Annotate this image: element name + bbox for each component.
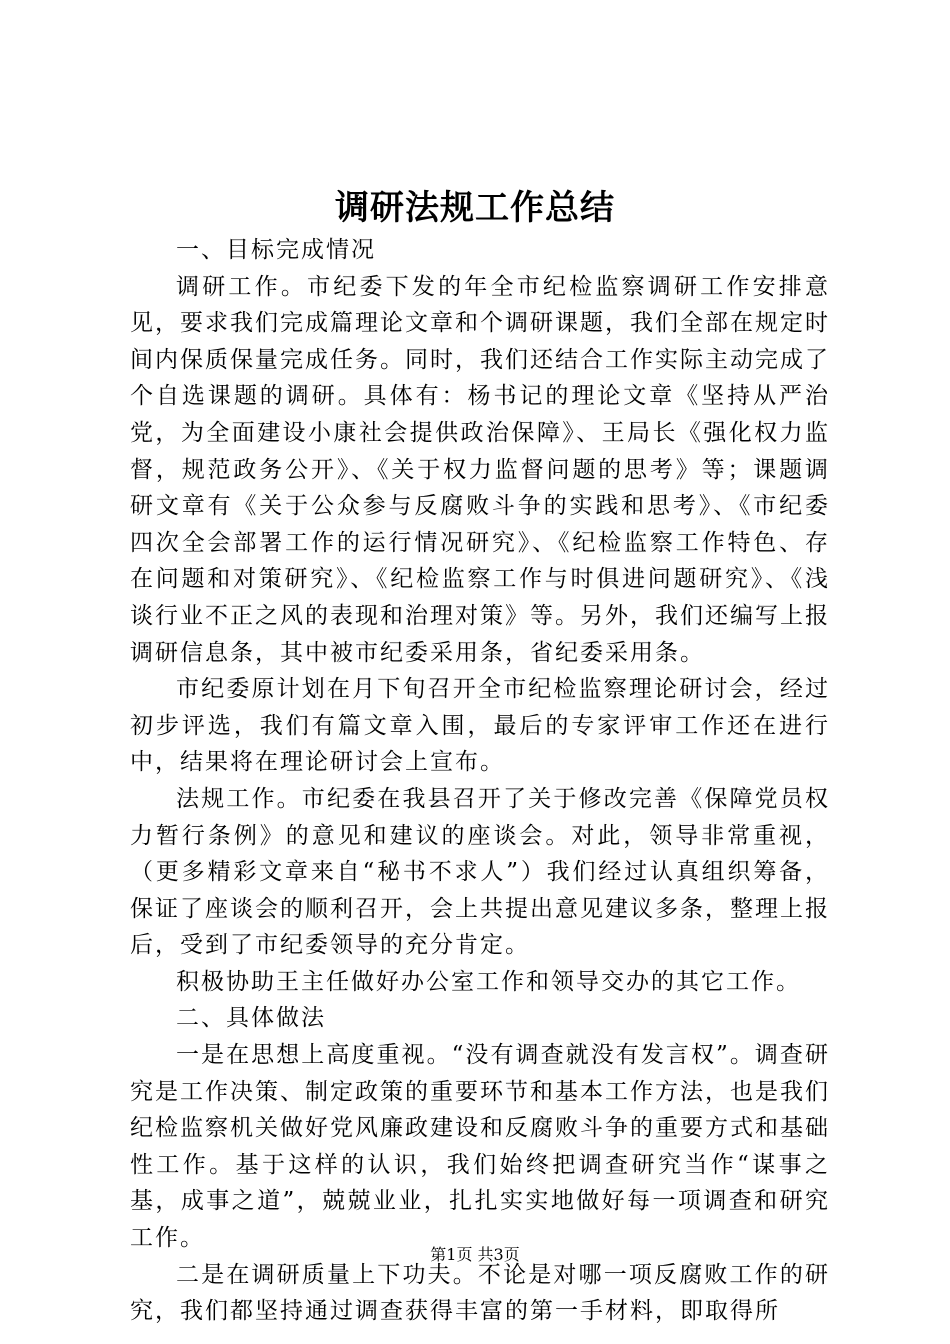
section-heading-1: 一、目标完成情况 — [176, 237, 376, 263]
paragraph-research-work: 调研工作。市纪委下发的年全市纪检监察调研工作安排意见，要求我们完成篇理论文章和个调研课题，我们全部在规定时间内保质保量完成任务。同时，我们还结合工作实际主动完成了个自选课题的调研。具体有：杨书记的理论文章《坚持从严治党，为全面建设小康社会提供政治保障》、王局长《强化权力监督，规范政务公开》、《关于权力监督问题的思考》等；课题调研文章有《关于公众参与反腐败斗争的实践和思考》、《市纪委四次全会部署工作的运行情况研究》、《纪检监察工作特色、存在问题和对策研究》、《纪检监察工作与时俱进问题研究》、《浅谈行业不正之风的表现和治理对策》等。另外，我们还编写上报调研信息条，其中被市纪委采用条，省纪委采用条。 — [130, 273, 830, 666]
document-title: 调研法规工作总结 — [335, 188, 615, 228]
page-number-footer: 第1页 共3页 — [430, 1245, 520, 1264]
paragraph-regulation-work: 法规工作。市纪委在我县召开了关于修改完善《保障党员权力暂行条例》的意见和建议的座谈会。对此，领导非常重视，（更多精彩文章来自“秘书不求人”）我们经过认真组织筹备，保证了座谈会的顺利召开，会上共提出意见建议多条，整理上报后，受到了市纪委领导的充分肯定。 — [130, 785, 830, 959]
document-body — [130, 232, 830, 1330]
paragraph-point-two: 二是在调研质量上下功夫。不论是对哪一项反腐败工作的研究，我们都坚持通过调查获得丰富的第一手材料，即取得所 — [130, 1261, 830, 1325]
paragraph-office-work: 积极协助王主任做好办公室工作和领导交办的其它工作。 — [176, 968, 801, 995]
paragraph-point-one: 一是在思想上高度重视。“没有调查就没有发言权”。调查研究是工作决策、制定政策的重要环节和基本工作方法，也是我们纪检监察机关做好党风廉政建设和反腐败斗争的重要方式和基础性工作。基于这样的认识，我们始终把调查研究当作“谋事之基，成事之道”，兢兢业业，扎扎实实地做好每一项调查和研究工作。 — [130, 1042, 830, 1252]
paragraph-seminar: 市纪委原计划在月下旬召开全市纪检监察理论研讨会，经过初步评选，我们有篇文章入围，最后的专家评审工作还在进行中，结果将在理论研讨会上宣布。 — [130, 676, 830, 776]
section-heading-2: 二、具体做法 — [176, 1005, 326, 1032]
